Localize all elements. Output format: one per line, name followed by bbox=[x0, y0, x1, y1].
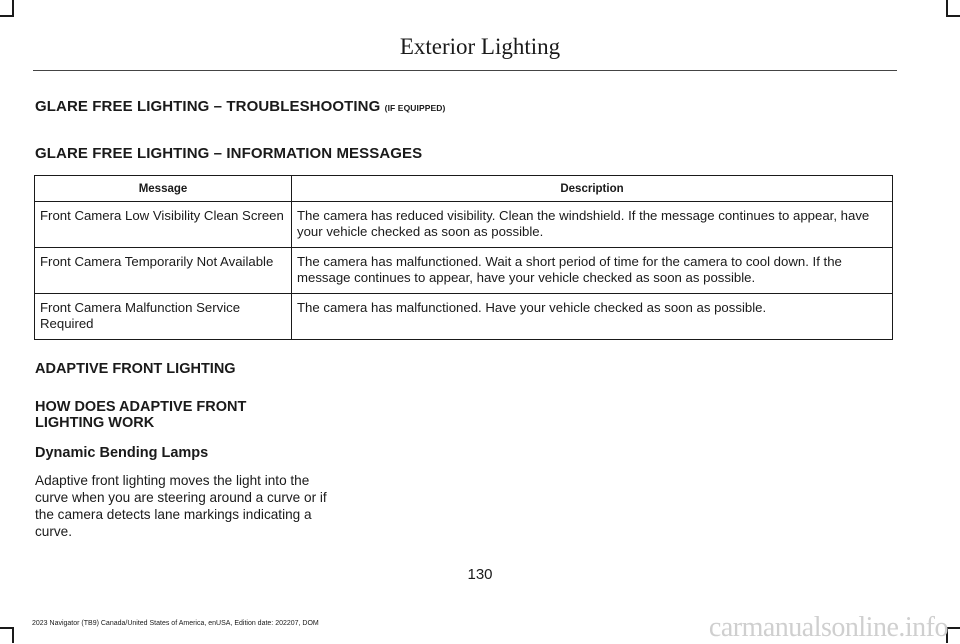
table-row bbox=[35, 294, 893, 340]
crop-mark bbox=[12, 0, 14, 16]
column-header-description: Description bbox=[292, 176, 893, 202]
message-cell: Front Camera Low Visibility Clean Screen bbox=[35, 202, 292, 248]
column-header-message: Message bbox=[35, 176, 292, 202]
description-cell: The camera has malfunctioned. Have your vehicle checked as soon as possible. bbox=[292, 294, 893, 340]
crop-mark bbox=[946, 15, 960, 17]
edition-footer: 2023 Navigator (TB9) Canada/United States of America, enUSA, Edition date: 202207, DOM bbox=[32, 620, 319, 627]
crop-mark bbox=[946, 627, 960, 629]
how-it-works-heading: HOW DOES ADAPTIVE FRONT LIGHTING WORK bbox=[35, 399, 247, 431]
description-cell: The camera has reduced visibility. Clean the windshield. If the message continues to appear, have your vehicle checked as soon as possible. bbox=[292, 202, 893, 248]
crop-mark bbox=[0, 15, 14, 17]
crop-mark bbox=[0, 627, 14, 629]
table-row bbox=[35, 202, 893, 248]
table-header-row bbox=[35, 176, 893, 202]
message-cell: Front Camera Malfunction Service Required bbox=[35, 294, 292, 340]
information-messages-table bbox=[34, 175, 893, 340]
watermark: carmanualsonline.info bbox=[708, 612, 948, 643]
description-cell: The camera has malfunctioned. Wait a short period of time for the camera to cool down. If the message continues to appear, have your vehicle checked as soon as possible. bbox=[292, 248, 893, 294]
dynamic-bending-lamps-text: Adaptive front lighting moves the light into the curve when you are steering around a curve or if the camera detects lane markings indicating a curve. bbox=[35, 473, 327, 539]
page-title: Exterior Lighting bbox=[399, 34, 561, 59]
info-messages-heading: GLARE FREE LIGHTING – INFORMATION MESSAGES bbox=[35, 145, 423, 162]
troubleshooting-heading bbox=[35, 98, 445, 115]
dynamic-bending-lamps-heading: Dynamic Bending Lamps bbox=[35, 445, 209, 461]
crop-mark bbox=[12, 627, 14, 643]
page-number: 130 bbox=[467, 566, 493, 583]
troubleshooting-heading-text: GLARE FREE LIGHTING – TROUBLESHOOTING bbox=[35, 98, 381, 115]
adaptive-lighting-heading: ADAPTIVE FRONT LIGHTING bbox=[35, 361, 236, 377]
message-cell: Front Camera Temporarily Not Available bbox=[35, 248, 292, 294]
table-row bbox=[35, 248, 893, 294]
crop-mark bbox=[946, 0, 948, 16]
title-divider bbox=[33, 70, 897, 71]
if-equipped-note: (IF EQUIPPED) bbox=[384, 103, 446, 113]
